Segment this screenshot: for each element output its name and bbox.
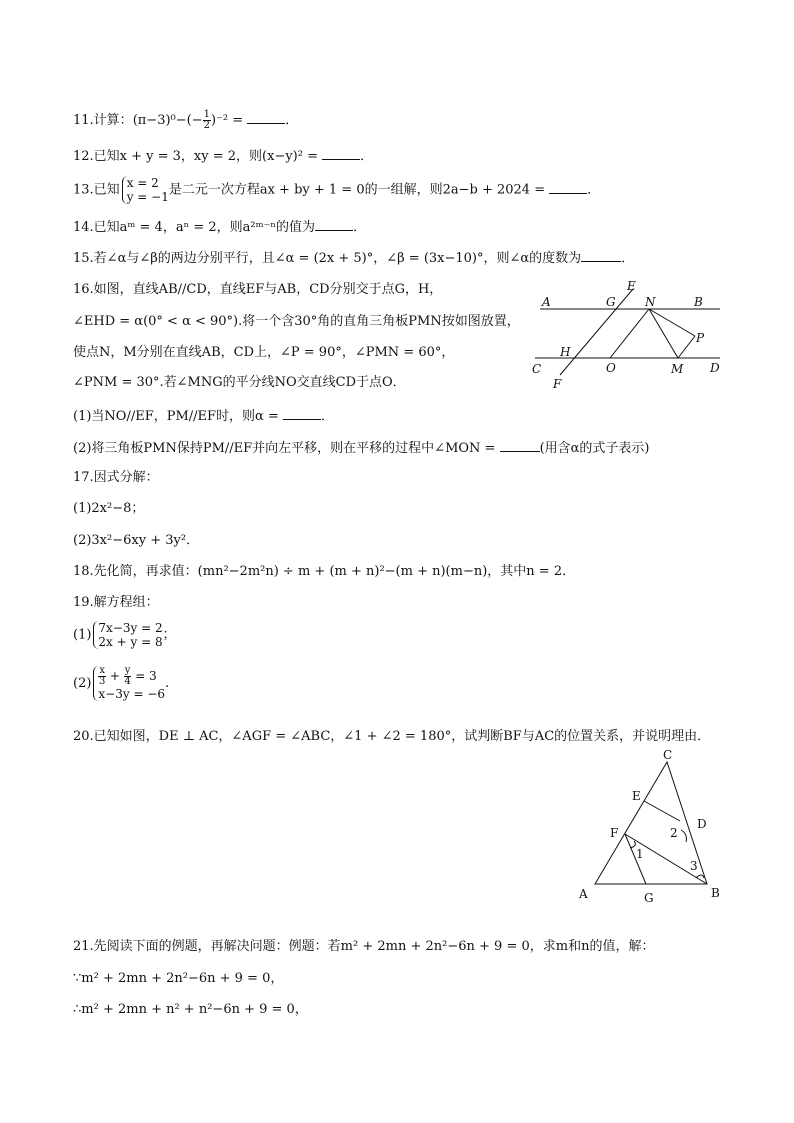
label-2: 2 (670, 826, 678, 840)
q13-sys-line-2: y = −1 (126, 190, 169, 204)
label-d: D (710, 361, 720, 375)
q17-title: 17.因式分解： (73, 470, 159, 485)
q14-answer-blank[interactable] (315, 217, 353, 231)
q16-line-2: ∠EHD = α(0° < α < 90°).将一个含30°角的直角三角板PMN按如图放置， (73, 314, 520, 329)
q16-line-3: 使点N，M分别在直线AB，CD上，∠P = 90°，∠PMN = 60°， (73, 345, 455, 360)
q19-p1-end: ； (162, 627, 176, 643)
q12-answer-blank[interactable] (322, 146, 360, 160)
label-c: C (663, 748, 673, 762)
q16-p1-answer-blank[interactable] (283, 406, 321, 420)
line-nm (649, 309, 678, 358)
q19-p2-label: (2) (73, 676, 92, 691)
angle-2-arc (681, 830, 686, 842)
q11-fraction (203, 110, 211, 131)
figure-16-parallel-lines (530, 278, 730, 393)
q13-end: ． (587, 182, 601, 198)
q19-title: 19.解方程组： (73, 595, 159, 610)
label-1: 1 (636, 847, 644, 861)
q21-line-1: 21.先阅读下面的例题，再解决问题：例题：若m² + 2mn + 2n²−6n + 9 = 0，求m和n的值，解： (73, 939, 655, 954)
q12-text: 12.已知x + y = 3，xy = 2，则(x−y)² = (73, 149, 323, 164)
line-ef (560, 289, 633, 375)
label-b: B (711, 886, 720, 900)
label-p: P (696, 331, 705, 345)
segment-ed (644, 801, 680, 821)
q19-p1-label: (1) (73, 627, 92, 643)
q17-part-1: (1)2x²−8； (73, 501, 145, 516)
q19-p1-system (93, 621, 162, 649)
q19-p2-eq2: x−3y = −6 (98, 687, 166, 701)
q15-text: 15.若∠α与∠β的两边分别平行，且∠α = (2x + 5)°，∠β = (3x−10)°，则∠α的度数为 (73, 251, 582, 266)
q11-expr2: )⁻² = (210, 113, 248, 128)
label-e: E (632, 789, 641, 803)
q16-p2-answer-blank[interactable] (500, 438, 540, 452)
q14-text: 14.已知aᵐ = 4，aⁿ = 2，则a²ᵐ⁻ⁿ的值为 (73, 220, 316, 235)
q16-line-1: 16.如图，直线AB//CD，直线EF与AB，CD分别交于点G，H， (73, 282, 443, 297)
q19-p2-end: . (165, 676, 170, 691)
q17-part-2: (2)3x²−6xy + 3y²． (73, 533, 200, 548)
q15-end: ． (621, 251, 635, 266)
q19-part-2 (73, 666, 169, 701)
question-14 (73, 217, 366, 237)
question-12 (73, 146, 373, 166)
q11-frac-num: 1 (203, 109, 210, 120)
q13-equation-system (122, 176, 169, 204)
label-d: D (697, 817, 707, 831)
q19-p1-eq2: 2x + y = 8 (98, 635, 163, 649)
label-h: H (560, 345, 571, 359)
q11-end: ． (285, 113, 299, 128)
q13-text: 是二元一次方程ax + by + 1 = 0的一组解，则2a−b + 2024 = (168, 182, 550, 198)
q16-p2-text: (2)将三角板PMN保持PM//EF并向左平移，则在平移的过程中∠MON = (73, 441, 500, 456)
label-e: E (627, 279, 636, 293)
label-b: B (694, 295, 703, 309)
label-3: 3 (690, 859, 698, 873)
label-f: F (610, 826, 619, 840)
label-g: G (644, 891, 654, 905)
question-18: 18.先化简，再求值：(mn²−2m²n) ÷ m + (m + n)²−(m + n)(m−n)，其中n = 2． (73, 564, 576, 579)
q11-answer-blank[interactable] (247, 110, 285, 124)
q11-prefix: 11.计算： (73, 113, 133, 128)
q16-part-2 (73, 438, 650, 458)
q21-line-3: ∴m² + 2mn + n² + n²−6n + 9 = 0， (73, 1002, 308, 1017)
q15-answer-blank[interactable] (581, 248, 621, 262)
q19-p2-system (93, 666, 165, 701)
label-o: O (606, 361, 616, 375)
label-g: G (606, 295, 616, 309)
q13-sys-line-1: x = 2 (126, 176, 159, 190)
figure-20-triangle (570, 748, 730, 908)
line-pm (678, 336, 695, 358)
label-a: A (579, 887, 588, 901)
q14-end: ． (353, 220, 367, 235)
question-13 (73, 176, 600, 204)
q11-expr: (π−3)⁰−(− (132, 113, 203, 128)
q19-part-1 (73, 621, 176, 649)
q21-line-2: ∵m² + 2mn + 2n²−6n + 9 = 0， (73, 971, 284, 986)
q19-p2-eq1: $\frac{x}{3}$ + $\frac{y}{4}$ = 3 (99, 665, 157, 687)
question-20: 20.已知如图，DE ⊥ AC，∠AGF = ∠ABC，∠1 + ∠2 = 180°，试判断BF与AC的位置关系，并说明理由． (73, 729, 711, 744)
question-11 (73, 110, 298, 131)
line-no (610, 309, 649, 358)
q13-prefix: 13.已知 (73, 182, 120, 198)
q11-frac-den: 2 (203, 120, 210, 131)
q19-p1-eq1: 7x−3y = 2 (98, 621, 163, 635)
q16-p1-end: ． (320, 409, 334, 424)
line-np (649, 309, 695, 336)
q16-p2-end: (用含α的式子表示) (539, 441, 650, 456)
q16-line-4: ∠PNM = 30°.若∠MNG的平分线NO交直线CD于点O． (73, 375, 406, 390)
label-a: A (542, 295, 551, 309)
label-c: C (532, 362, 542, 376)
q16-part-1 (73, 406, 334, 426)
label-f: F (553, 377, 562, 391)
q13-answer-blank[interactable] (549, 180, 587, 194)
label-n: N (645, 295, 656, 309)
q12-end: ． (360, 149, 374, 164)
q16-p1-text: (1)当NO//EF，PM//EF时，则α = (73, 409, 283, 424)
label-m: M (671, 362, 684, 376)
question-15 (73, 248, 634, 268)
